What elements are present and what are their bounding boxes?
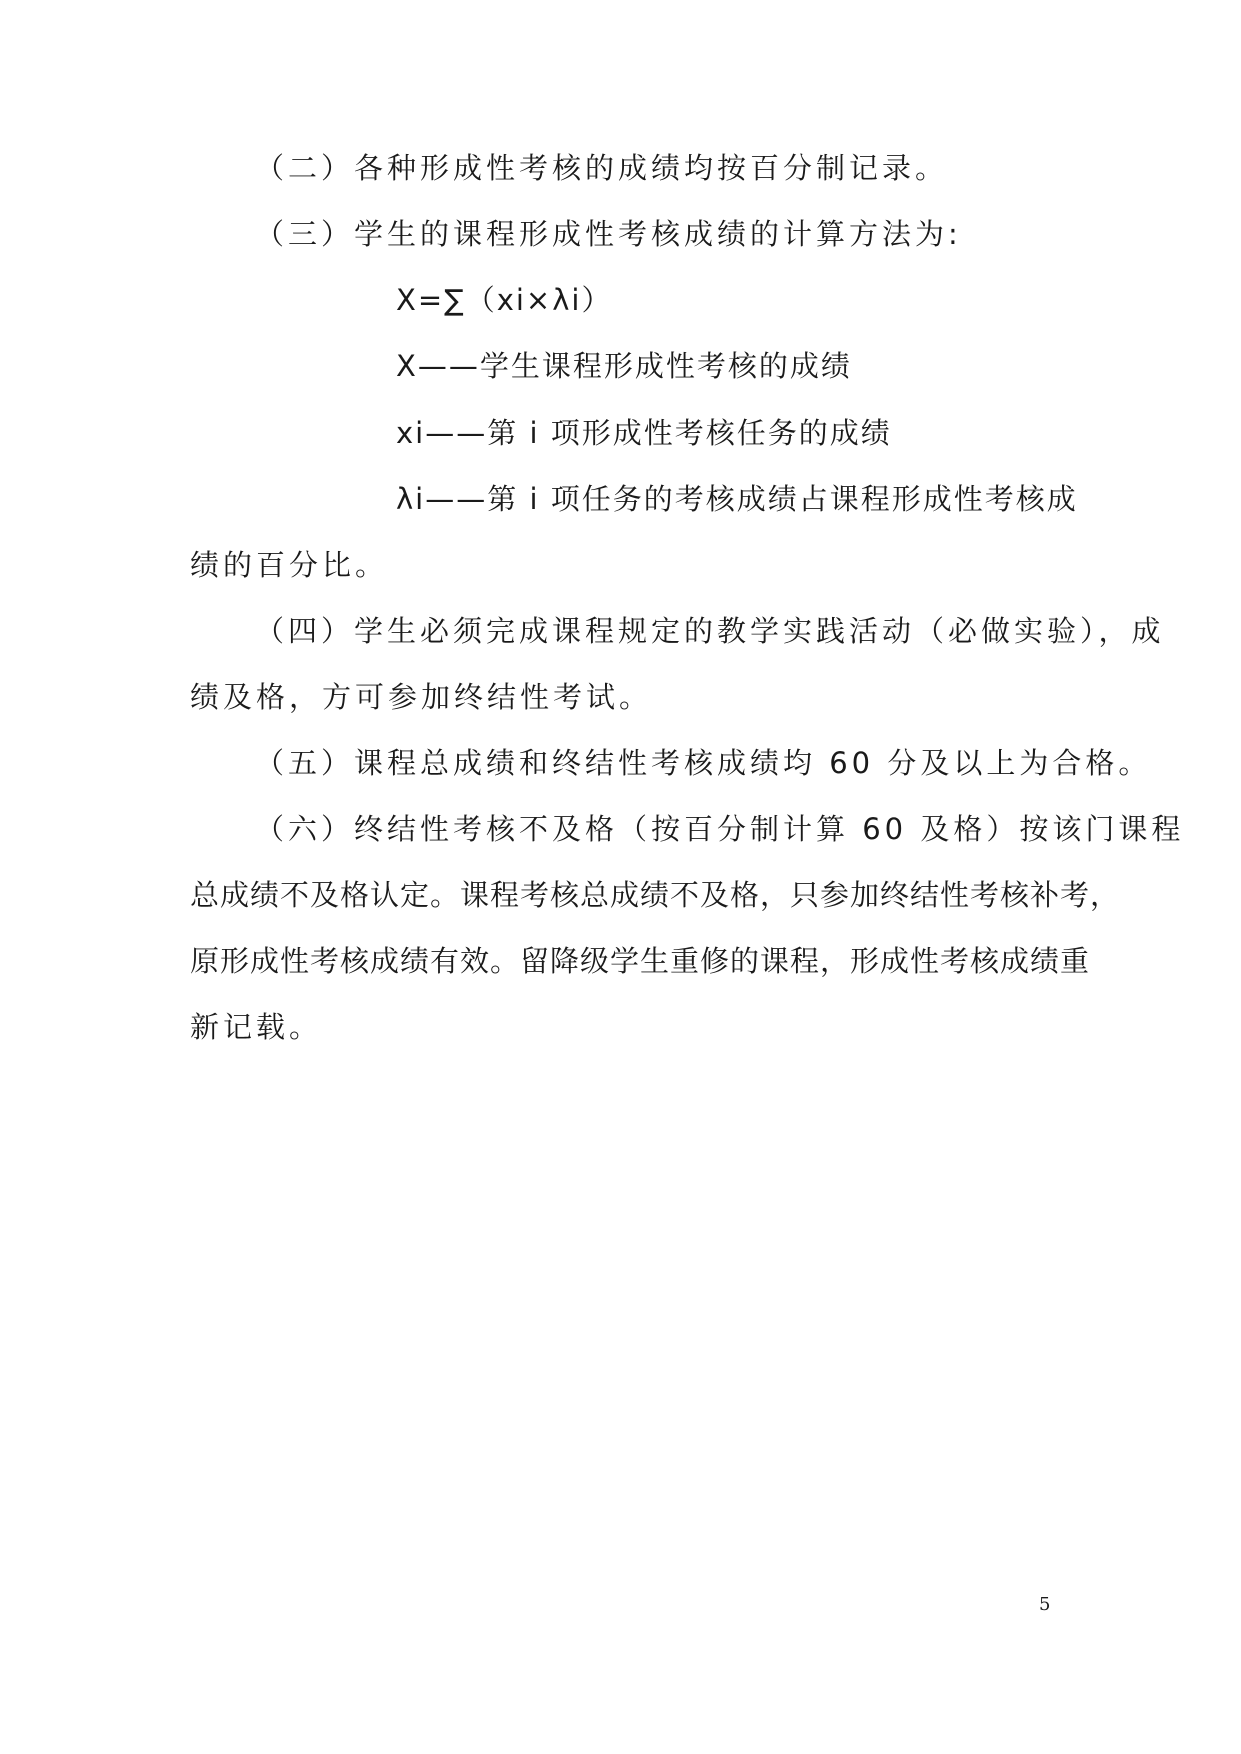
paragraph-6-cont-3: 新记载。 bbox=[190, 1010, 323, 1044]
formula-definition-x: X——学生课程形成性考核的成绩 bbox=[396, 349, 852, 383]
paragraph-5: （五）课程总成绩和终结性考核成绩均 60 分及以上为合格。 bbox=[255, 746, 1152, 780]
paragraph-4-cont: 绩及格，方可参加终结性考试。 bbox=[190, 680, 653, 714]
paragraph-6: （六）终结性考核不及格（按百分制计算 60 及格）按该门课程 bbox=[255, 812, 1185, 846]
paragraph-6-cont-2: 原形成性考核成绩有效。留降级学生重修的课程，形成性考核成绩重 bbox=[190, 944, 1091, 978]
paragraph-2: （二）各种形成性考核的成绩均按百分制记录。 bbox=[255, 151, 949, 185]
page-number: 5 bbox=[1039, 1594, 1051, 1615]
formula-definition-lambda-cont: 绩的百分比。 bbox=[190, 548, 389, 582]
paragraph-4: （四）学生必须完成课程规定的教学实践活动（必做实验），成 bbox=[255, 614, 1165, 648]
paragraph-3: （三）学生的课程形成性考核成绩的计算方法为: bbox=[255, 217, 962, 251]
formula-definition-xi: xi——第 i 项形成性考核任务的成绩 bbox=[396, 416, 892, 450]
formula-main: X=∑（xi×λi） bbox=[396, 283, 613, 317]
formula-definition-lambda: λi——第 i 项任务的考核成绩占课程形成性考核成 bbox=[396, 482, 1078, 516]
paragraph-6-cont-1: 总成绩不及格认定。课程考核总成绩不及格，只参加终结性考核补考， bbox=[190, 878, 1121, 912]
